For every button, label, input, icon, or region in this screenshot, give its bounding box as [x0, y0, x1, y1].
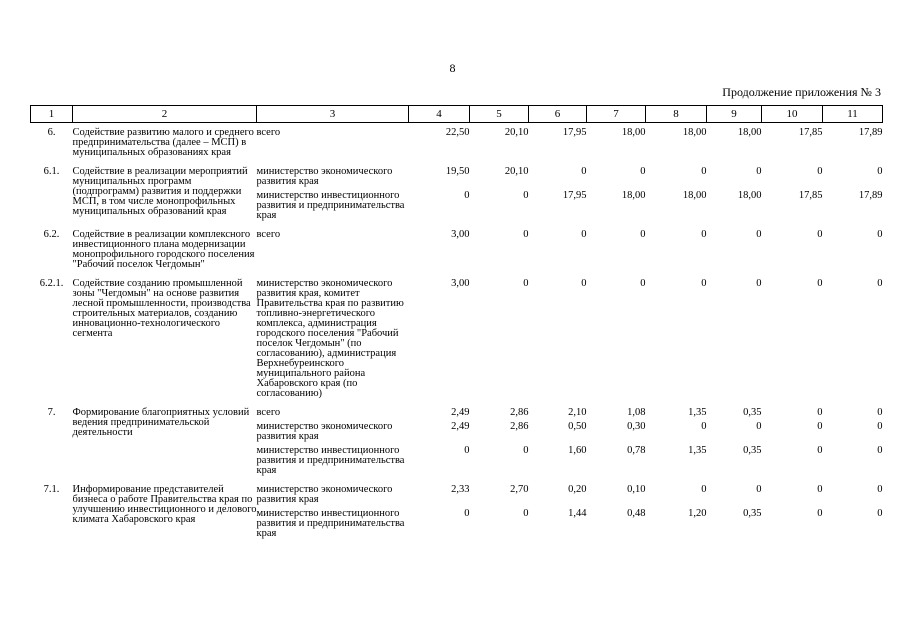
value-cell: 0,35	[743, 445, 762, 456]
column-header: 9	[707, 106, 762, 123]
value-cell: 0	[464, 445, 470, 456]
value-cell: 1,60	[568, 445, 587, 456]
value-cell: 0	[523, 229, 529, 240]
row-number: 7.1.	[43, 484, 60, 495]
measure-name: Содействие развитию малого и среднего предпринимательства (далее – МСП) в муниципальных образованиях края	[72, 127, 254, 158]
value-cell: 0	[464, 508, 470, 519]
value-cell: 0	[581, 166, 587, 177]
row-number: 7.	[47, 407, 56, 418]
value-cell: 0	[877, 166, 883, 177]
value-cell: 18,00	[621, 127, 646, 138]
executor-cell: министерство инвестиционного развития и предпринимательства края	[256, 190, 405, 221]
value-cell: 0,48	[627, 508, 646, 519]
value-cell: 0	[877, 278, 883, 289]
value-cell: 0,30	[627, 421, 646, 432]
value-cell: 0	[523, 190, 529, 201]
value-cell: 18,00	[621, 190, 646, 201]
value-cell: 0,35	[743, 407, 762, 418]
value-cell: 17,95	[562, 127, 587, 138]
value-cell: 0	[756, 484, 762, 495]
column-header: 5	[470, 106, 529, 123]
executor-cell: министерство экономического развития края	[256, 166, 393, 187]
column-header: 11	[823, 106, 883, 123]
value-cell: 2,86	[510, 421, 529, 432]
executor-cell: всего	[256, 229, 281, 240]
value-cell: 1,44	[568, 508, 587, 519]
value-cell: 1,08	[627, 407, 646, 418]
value-cell: 2,10	[568, 407, 587, 418]
value-cell: 0	[817, 407, 823, 418]
table-row	[31, 403, 883, 418]
column-header: 7	[587, 106, 646, 123]
value-cell: 0	[523, 278, 529, 289]
executor-cell: всего	[256, 407, 281, 418]
column-header: 2	[73, 106, 257, 123]
value-cell: 1,35	[688, 445, 707, 456]
column-header: 8	[646, 106, 707, 123]
value-cell: 0	[581, 278, 587, 289]
value-cell: 2,70	[510, 484, 529, 495]
value-cell: 0	[877, 407, 883, 418]
value-cell: 22,50	[445, 127, 470, 138]
value-cell: 0	[877, 508, 883, 519]
column-header: 3	[257, 106, 409, 123]
value-cell: 0	[877, 229, 883, 240]
value-cell: 0	[817, 484, 823, 495]
value-cell: 20,10	[504, 166, 529, 177]
value-cell: 0,35	[743, 508, 762, 519]
executor-cell: министерство экономического развития края	[256, 484, 393, 505]
value-cell: 0	[877, 484, 883, 495]
value-cell: 0	[523, 445, 529, 456]
table-body	[31, 123, 883, 544]
row-number: 6.2.1.	[39, 278, 64, 289]
value-cell: 0	[817, 278, 823, 289]
value-cell: 0	[817, 166, 823, 177]
value-cell: 0	[756, 229, 762, 240]
measure-name: Содействие созданию промышленной зоны "Чегдомын" на основе развития лесной промышленности, производства строительных материалов, созданию инновационно-технологического сегмента	[72, 278, 251, 339]
value-cell: 0	[817, 421, 823, 432]
row-number: 6.	[47, 127, 56, 138]
row-number: 6.2.	[43, 229, 60, 240]
column-header: 10	[762, 106, 823, 123]
value-cell: 0	[756, 278, 762, 289]
value-cell: 0	[701, 278, 707, 289]
value-cell: 0	[581, 229, 587, 240]
value-cell: 0,20	[568, 484, 587, 495]
value-cell: 2,86	[510, 407, 529, 418]
value-cell: 0	[640, 166, 646, 177]
value-cell: 0	[640, 278, 646, 289]
value-cell: 0	[464, 190, 470, 201]
column-header: 4	[409, 106, 470, 123]
value-cell: 17,85	[798, 127, 823, 138]
page-number: 8	[449, 61, 456, 75]
value-cell: 17,85	[798, 190, 823, 201]
value-cell: 3,00	[451, 278, 470, 289]
value-cell: 18,00	[682, 127, 707, 138]
value-cell: 0	[640, 229, 646, 240]
value-cell: 17,95	[562, 190, 587, 201]
row-number: 6.1.	[43, 166, 60, 177]
table-row	[31, 123, 883, 163]
executor-cell: министерство экономического развития края, комитет Правительства края по развитию топливно-энергетического комплекса, администрация городского поселения "Рабочий поселок Чегдомын" (по согласованию), администрация Верхнебуреинского муниципального района Хабаровского края (по согласованию)	[256, 278, 404, 399]
value-cell: 0,10	[627, 484, 646, 495]
column-header: 6	[529, 106, 587, 123]
executor-cell: министерство инвестиционного развития и предпринимательства края	[256, 508, 405, 539]
value-cell: 0	[877, 421, 883, 432]
value-cell: 0	[817, 445, 823, 456]
table-header-row	[31, 106, 883, 123]
value-cell: 0	[817, 229, 823, 240]
value-cell: 0	[701, 421, 707, 432]
value-cell: 19,50	[445, 166, 470, 177]
appendix-table	[30, 105, 883, 543]
executor-cell: всего	[256, 127, 281, 138]
value-cell: 0	[701, 166, 707, 177]
value-cell: 2,49	[451, 407, 470, 418]
value-cell: 3,00	[451, 229, 470, 240]
value-cell: 0	[523, 508, 529, 519]
value-cell: 0	[756, 166, 762, 177]
value-cell: 18,00	[682, 190, 707, 201]
value-cell: 17,89	[858, 190, 883, 201]
table-row	[31, 225, 883, 274]
value-cell: 18,00	[737, 190, 762, 201]
column-header: 1	[31, 106, 73, 123]
measure-name: Формирование благоприятных условий ведения предпринимательской деятельности	[72, 407, 250, 438]
value-cell: 0	[817, 508, 823, 519]
executor-cell: министерство экономического развития края	[256, 421, 393, 442]
value-cell: 0	[701, 484, 707, 495]
value-cell: 0	[701, 229, 707, 240]
executor-cell: министерство инвестиционного развития и предпринимательства края	[256, 445, 405, 476]
value-cell: 20,10	[504, 127, 529, 138]
measure-name: Информирование представителей бизнеса о работе Правительства края по улучшению инвестиционного и делового климата Хабаровского края	[72, 484, 257, 525]
measure-name: Содействие в реализации мероприятий муниципальных программ (подпрограмм) развития и поддержки МСП, в том числе монопрофильных муниципальных образований края	[72, 166, 248, 217]
value-cell: 0	[756, 421, 762, 432]
value-cell: 1,20	[688, 508, 707, 519]
value-cell: 0	[877, 445, 883, 456]
value-cell: 17,89	[858, 127, 883, 138]
table-row	[31, 162, 883, 187]
table-row	[31, 480, 883, 505]
measure-name: Содействие в реализации комплексного инвестиционного плана модернизации монопрофильного городского поселения "Рабочий поселок Чегдомын"	[72, 229, 255, 270]
table-row	[31, 274, 883, 403]
appendix-continuation: Продолжение приложения № 3	[722, 85, 881, 99]
value-cell: 1,35	[688, 407, 707, 418]
value-cell: 0,50	[568, 421, 587, 432]
value-cell: 2,49	[451, 421, 470, 432]
value-cell: 18,00	[737, 127, 762, 138]
value-cell: 2,33	[451, 484, 470, 495]
value-cell: 0,78	[627, 445, 646, 456]
